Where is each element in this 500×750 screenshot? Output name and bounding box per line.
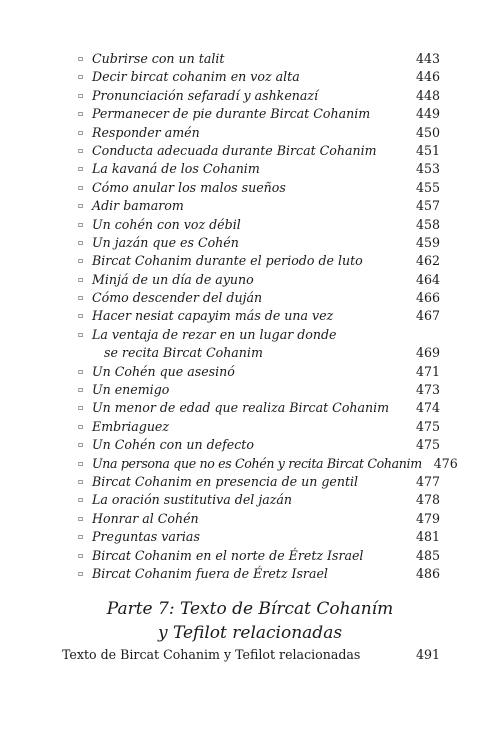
bullet-icon: ▫ (78, 274, 84, 284)
toc-entry (78, 68, 440, 86)
bullet-icon: ▫ (78, 311, 84, 321)
bullet-icon: ▫ (78, 256, 84, 266)
toc-entry-page: 471 (415, 363, 440, 379)
toc-entry-page: 453 (415, 161, 440, 177)
bullet-icon: ▫ (78, 72, 84, 82)
toc-entry (78, 547, 440, 565)
toc-entry (78, 436, 440, 454)
toc-entry (78, 179, 440, 197)
bullet-icon: ▫ (78, 440, 84, 450)
bullet-icon: ▫ (78, 458, 84, 468)
toc-entry-title: Cubrirse con un talit (92, 51, 225, 66)
toc-entry-title: Bircat Cohanim durante el periodo de luto (92, 253, 363, 269)
toc-entry-page: 448 (415, 87, 440, 103)
toc-entry (78, 418, 440, 436)
toc-entry-title: Cómo anular los malos sueños (92, 179, 286, 195)
toc-entry (78, 234, 440, 252)
toc-entry-title-line2: se recita Bircat Cohanim (104, 345, 263, 361)
toc-entry (78, 142, 440, 160)
toc-entry-title: Cómo descender del duján (92, 290, 263, 306)
toc-entry-page: 469 (415, 345, 440, 361)
section-entry (62, 646, 440, 664)
toc-entry-title: Un jazán que es Cohén (92, 234, 239, 250)
bullet-icon: ▫ (78, 568, 84, 578)
bullet-icon: ▫ (78, 145, 84, 155)
toc-entry (78, 565, 440, 583)
toc-entry-title: Una persona que no es Cohén y recita Bircat Cohanim (92, 455, 422, 471)
toc-entry-page: 476 (433, 455, 458, 471)
bullet-icon: ▫ (78, 532, 84, 542)
bullet-icon: ▫ (78, 421, 84, 431)
toc-entry-title: Conducta adecuada durante Bircat Cohanim (92, 142, 377, 158)
toc-entry-title: Bircat Cohanim fuera de Éretz Israel (92, 565, 328, 581)
toc-entry (78, 307, 440, 325)
toc-entry-title: Pronunciación sefaradí y ashkenazí (92, 87, 319, 103)
toc-entry-page: 466 (415, 290, 440, 306)
bullet-icon: ▫ (78, 495, 84, 505)
toc-entry (78, 50, 440, 68)
toc-entry-title: Un Cohén que asesinó (92, 363, 235, 379)
table-of-contents (78, 50, 458, 583)
toc-entry-page: 464 (415, 271, 440, 287)
toc-entry-page: 458 (415, 216, 440, 232)
bullet-icon: ▫ (78, 164, 84, 174)
toc-entry-title: Un menor de edad que realiza Bircat Cohanim (92, 400, 390, 416)
toc-entry-page: 473 (415, 382, 440, 398)
toc-entry (78, 252, 440, 270)
toc-entry (78, 289, 440, 307)
toc-entry-page: 455 (415, 179, 440, 195)
toc-entry (78, 381, 440, 399)
toc-entry (78, 455, 458, 473)
toc-entry (78, 87, 440, 105)
toc-entry (78, 363, 440, 381)
toc-entry-title: Hacer nesiat capayim más de una vez (92, 308, 334, 324)
bullet-icon: ▫ (78, 127, 84, 137)
toc-entry (78, 326, 440, 363)
toc-entry-title: La oración sustitutiva del jazán (92, 492, 292, 508)
toc-entry-title: Honrar al Cohén (92, 510, 199, 526)
toc-entry (78, 271, 440, 289)
bullet-icon: ▫ (78, 54, 84, 63)
bullet-icon: ▫ (78, 182, 84, 192)
toc-entry-page: 475 (415, 437, 440, 453)
bullet-icon: ▫ (78, 477, 84, 486)
toc-entry (78, 124, 440, 142)
toc-entry (78, 197, 440, 215)
toc-entry-title: Un cohén con voz débil (92, 216, 241, 232)
toc-entry-title: Un Cohén con un defecto (92, 437, 254, 453)
toc-entry-title: Decir bircat cohanim en voz alta (92, 69, 300, 85)
toc-entry-page: 446 (415, 69, 440, 85)
toc-entry-title: Minjá de un día de ayuno (92, 271, 254, 287)
toc-entry-page: 467 (415, 308, 440, 324)
toc-entry-page: 475 (415, 418, 440, 434)
toc-entry-title: Bircat Cohanim en presencia de un gentil (92, 474, 359, 489)
toc-entry-page: 450 (415, 124, 440, 140)
toc-entry (78, 510, 440, 528)
toc-entry-title: Preguntas varias (92, 529, 200, 545)
bullet-icon: ▫ (78, 109, 84, 119)
toc-entry-title: Bircat Cohanim en el norte de Éretz Israel (92, 547, 364, 563)
toc-entry-title: Responder amén (92, 124, 200, 140)
toc-entry-title: Un enemigo (92, 382, 170, 398)
toc-entry-page: 451 (415, 142, 440, 158)
section-heading-line2: y Tefilot relacionadas (157, 623, 343, 643)
bullet-icon: ▫ (78, 403, 84, 413)
toc-entry (78, 399, 440, 417)
toc-entry (78, 216, 440, 234)
section-entry-title: Texto de Bircat Cohanim y Tefilot relacionadas (62, 647, 361, 662)
toc-entry-title: Adir bamarom (92, 198, 184, 214)
section-heading (0, 597, 500, 645)
bullet-icon: ▫ (78, 219, 84, 229)
section-heading-line1: Parte 7: Texto de Bírcat Cohaním (106, 599, 394, 619)
toc-entry-page: 477 (415, 473, 440, 489)
bullet-icon: ▫ (78, 550, 84, 560)
toc-entry-page: 486 (415, 565, 440, 581)
toc-entry-page: 479 (415, 510, 440, 526)
toc-entry (78, 473, 440, 491)
bullet-icon: ▫ (78, 366, 84, 376)
toc-entry-page: 457 (415, 198, 440, 214)
bullet-icon: ▫ (78, 329, 84, 339)
toc-entry-title: Embriaguez (92, 418, 170, 434)
bullet-icon: ▫ (78, 293, 84, 303)
toc-entry-page: 459 (415, 234, 440, 250)
toc-entry (78, 528, 440, 546)
toc-entry-page: 478 (415, 492, 440, 508)
toc-entry (78, 105, 440, 123)
toc-entry-title-line1: La ventaja de rezar en un lugar donde (92, 326, 337, 342)
toc-entry-page: 485 (415, 547, 440, 563)
toc-entry-page: 443 (415, 50, 440, 66)
bullet-icon: ▫ (78, 385, 84, 395)
toc-entry-page: 462 (415, 253, 440, 269)
bullet-icon: ▫ (78, 201, 84, 211)
section-entry-page: 491 (415, 647, 440, 662)
bullet-icon: ▫ (78, 237, 84, 247)
toc-entry-title: La kavaná de los Cohanim (92, 161, 260, 177)
toc-entry-title (92, 326, 404, 363)
toc-entry-page: 449 (415, 106, 440, 122)
toc-entry (78, 160, 440, 178)
toc-entry-page: 481 (415, 529, 440, 545)
toc-entry-page: 474 (415, 400, 440, 416)
bullet-icon: ▫ (78, 513, 84, 523)
toc-entry-title: Permanecer de pie durante Bircat Cohanim (92, 106, 371, 122)
bullet-icon: ▫ (78, 90, 84, 100)
toc-entry (78, 491, 440, 509)
